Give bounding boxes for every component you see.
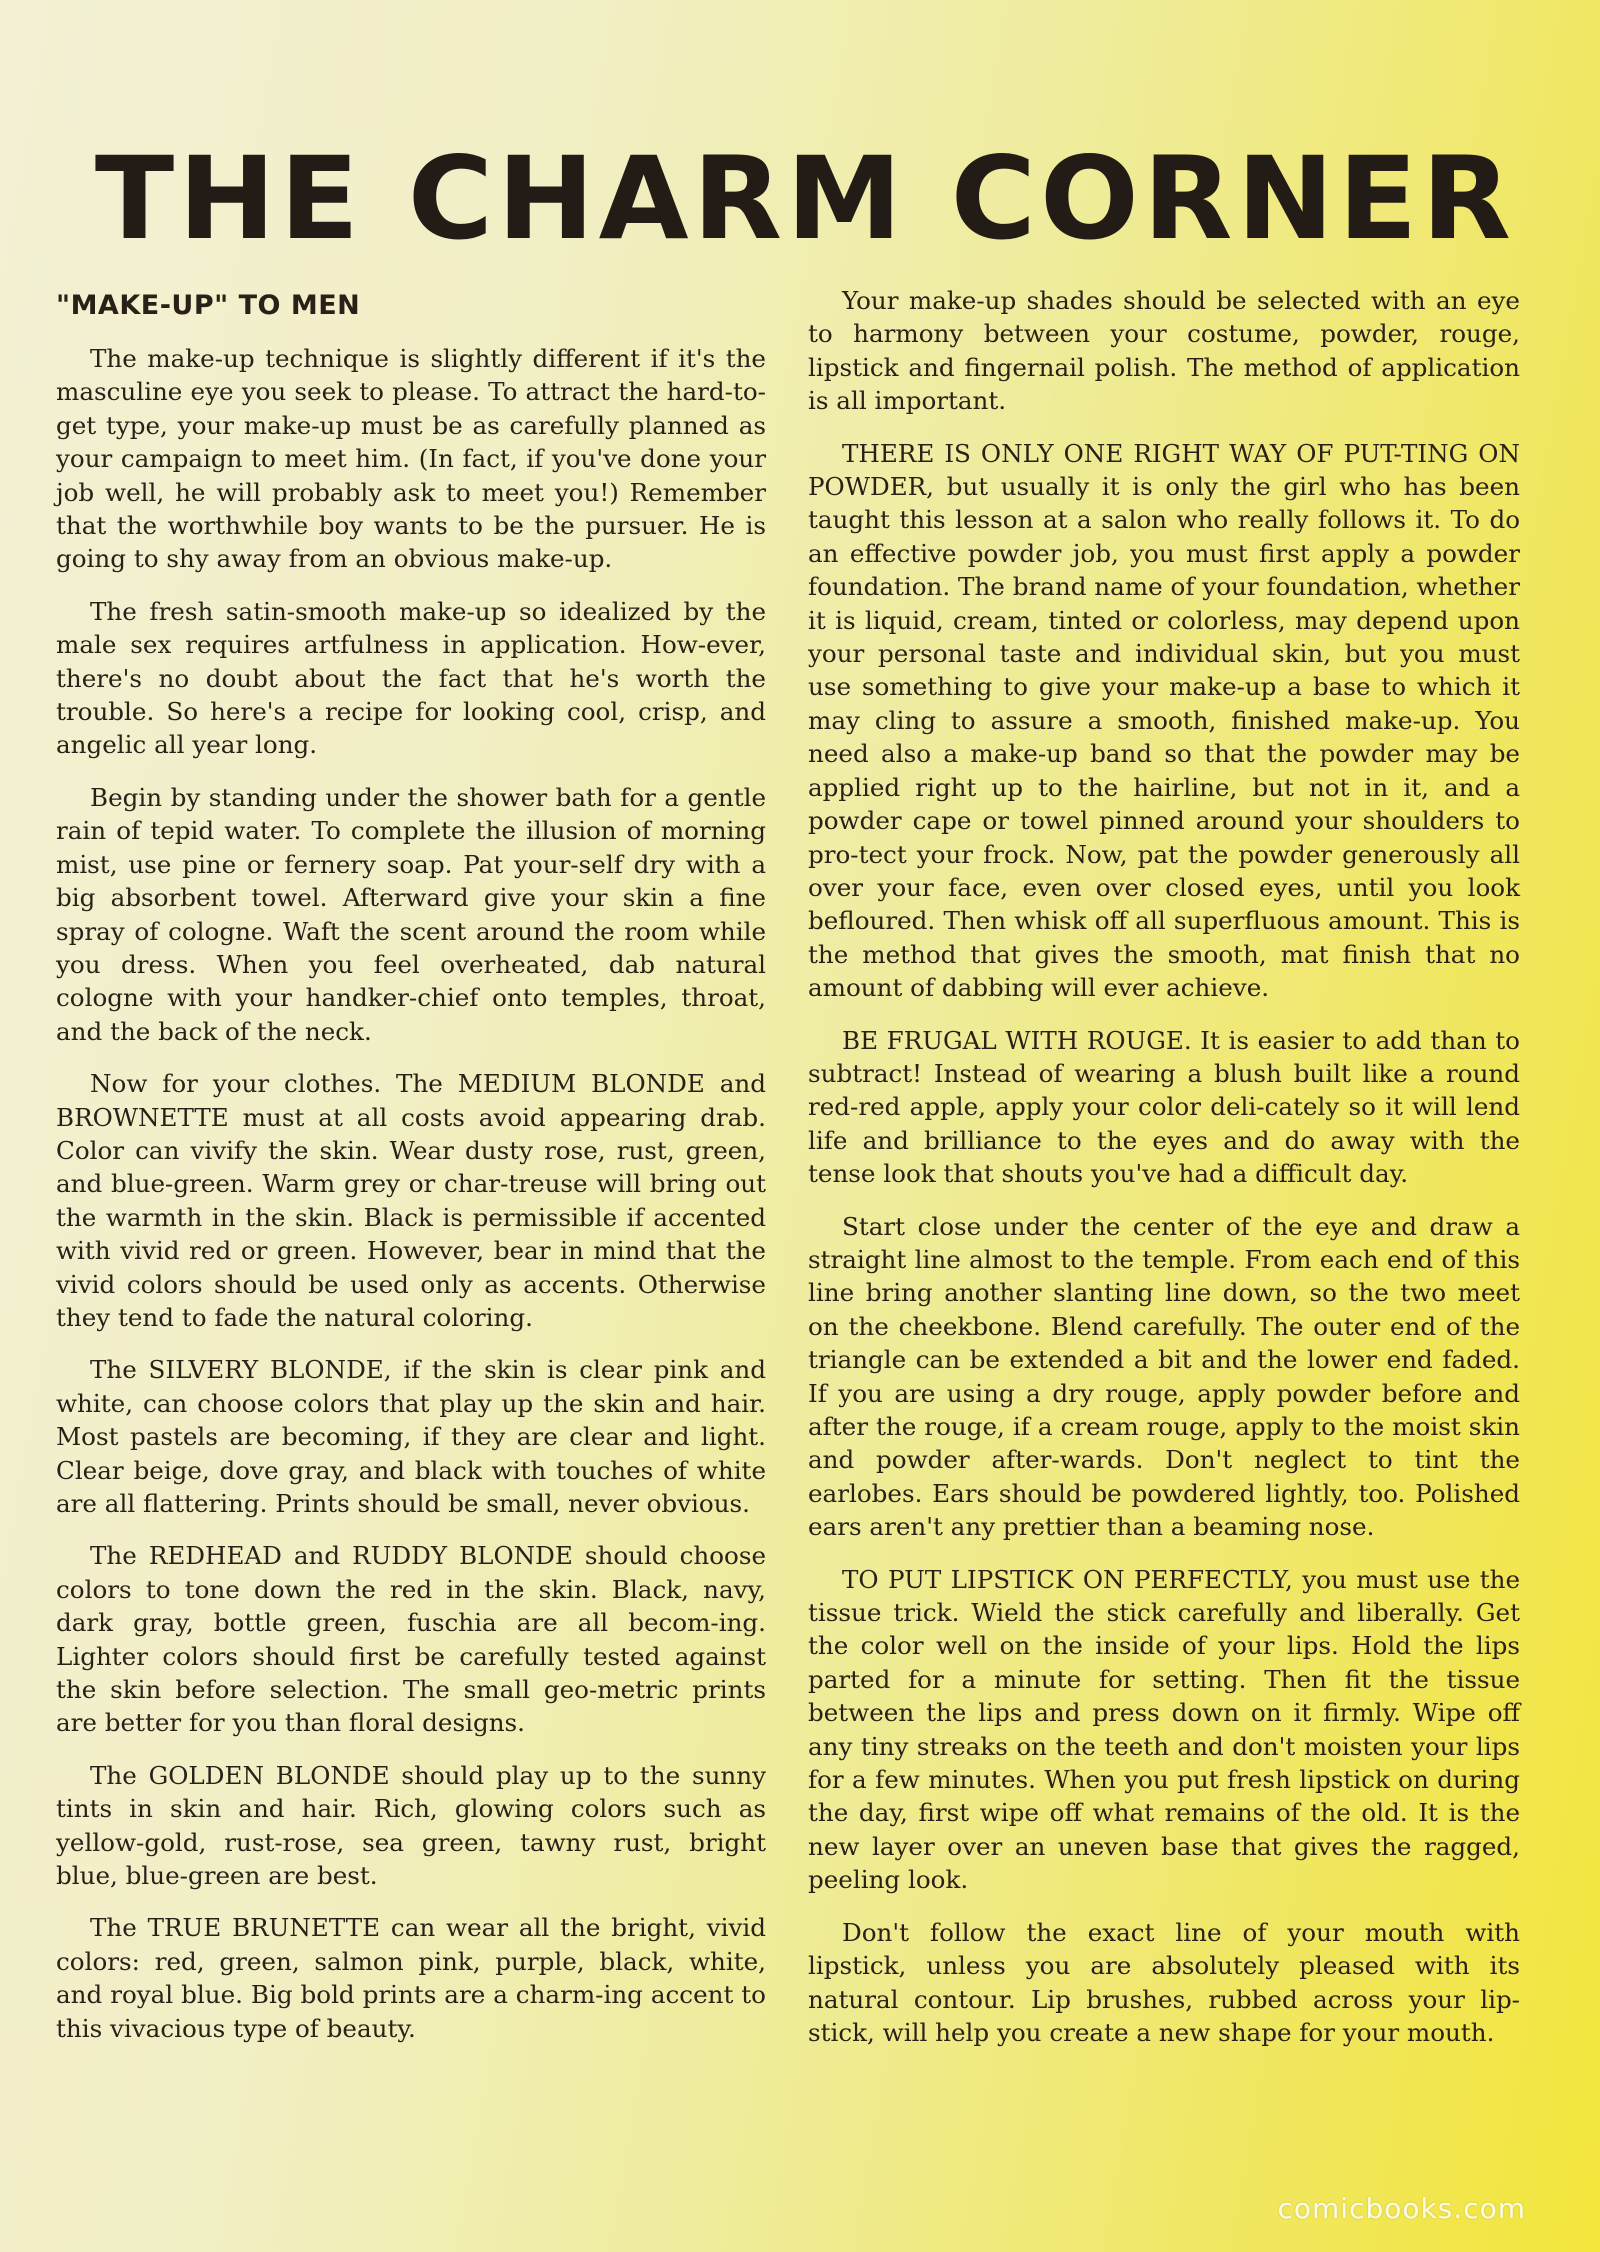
article-paragraph: BE FRUGAL WITH ROUGE. It is easier to add than to subtract! Instead of wearing a blush built like a round red-red apple, apply your color deli-cately so it will lend life and brilliance to the eyes and do away with the tense look that shouts you've had a difficult day. (808, 1025, 1520, 1189)
article-paragraph: TO PUT LIPSTICK ON PERFECTLY, you must use the tissue trick. Wield the stick carefully and liberally. Get the color well on the inside of your lips. Hold the lips parted for a minute for setting. Then fit the tissue between the lips and press down on it firmly. Wipe off any tiny streaks on the teeth and don't moisten your lips for a few minutes. When you put fresh lipstick on during the day, first wipe off what remains of the old. It is the new layer over an uneven base that gives the ragged, peeling look. (808, 1564, 1520, 1895)
article-paragraph: The GOLDEN BLONDE should play up to the sunny tints in skin and hair. Rich, glowing colors such as yellow-gold, rust-rose, sea green, tawny rust, bright blue, blue-green are best. (56, 1760, 766, 1891)
article-paragraph: Your make-up shades should be selected with an eye to harmony between your costume, powder, rouge, lipstick and fingernail polish. The method of application is all important. (808, 286, 1520, 416)
article-paragraph: The SILVERY BLONDE, if the skin is clear pink and white, can choose colors that play up the skin and hair. Most pastels are becoming, if they are clear and light. Clear beige, dove gray, and black with touches of white are all flattering. Prints should be small, never obvious. (56, 1355, 766, 1518)
article-paragraph: The REDHEAD and RUDDY BLONDE should choose colors to tone down the red in the skin. Black, navy, dark gray, bottle green, fuschia are all becom-ing. Lighter colors should first be carefully tested against the skin before selection. The small geo-metric prints are better for you than floral designs. (56, 1541, 766, 1738)
article-paragraph: Start close under the center of the eye and draw a straight line almost to the temple. From each end of this line bring another slanting line down, so the two meet on the cheekbone. Blend carefully. The outer end of the triangle can be extended a bit and the lower end faded. If you are using a dry rouge, apply powder before and after the rouge, if a cream rouge, apply to the moist skin and powder after-wards. Don't neglect to tint the earlobes. Ears should be powdered lightly, too. Polished ears aren't any prettier than a beaming nose. (808, 1211, 1520, 1542)
watermark-text: comicbooks.com (1277, 2192, 1526, 2225)
page-title: THE CHARM CORNER (94, 132, 1516, 266)
article-paragraph: Don't follow the exact line of your mouth with lipstick, unless you are absolutely pleased with its natural contour. Lip brushes, rubbed across your lip-stick, will help you create a new shape for your mouth. (808, 1917, 1520, 2047)
article-paragraph: Now for your clothes. The MEDIUM BLONDE and BROWNETTE must at all costs avoid appearing drab. Color can vivify the skin. Wear dusty rose, rust, green, and blue-green. Warm grey or char-treuse will bring out the warmth in the skin. Black is permissible if accented with vivid red or green. However, bear in mind that the vivid colors should be used only as accents. Otherwise they tend to fade the natural coloring. (56, 1069, 766, 1332)
article-paragraph: The TRUE BRUNETTE can wear all the bright, vivid colors: red, green, salmon pink, purple, black, white, and royal blue. Big bold prints are a charm-ing accent to this vivacious type of beauty. (56, 1913, 766, 2043)
section-heading: "MAKE-UP" TO MEN (56, 290, 361, 321)
article-paragraph: The fresh satin-smooth make-up so idealized by the male sex requires artfulness in application. How-ever, there's no doubt about the fact that he's worth the trouble. So here's a recipe for looking cool, crisp, and angelic all year long. (56, 596, 766, 760)
right-column (808, 284, 1520, 2068)
article-paragraph: Begin by standing under the shower bath for a gentle rain of tepid water. To complete the illusion of morning mist, use pine or fernery soap. Pat your-self dry with a big absorbent towel. Afterward give your skin a fine spray of cologne. Waft the scent around the room while you dress. When you feel overheated, dab natural cologne with your handker-chief onto temples, throat, and the back of the neck. (56, 782, 766, 1046)
article-paragraph: The make-up technique is slightly different if it's the masculine eye you seek to please. To attract the hard-to-get type, your make-up must be as carefully planned as your campaign to meet him. (In fact, if you've done your job well, he will probably ask to meet you!) Remember that the worthwhile boy wants to be the pursuer. He is going to shy away from an obvious make-up. (56, 344, 766, 574)
left-column (56, 284, 766, 2064)
article-paragraph: THERE IS ONLY ONE RIGHT WAY OF PUT-TING ON POWDER, but usually it is only the girl who has been taught this lesson at a salon who really follows it. To do an effective powder job, you must first apply a powder foundation. The brand name of your foundation, whether it is liquid, cream, tinted or colorless, may depend upon your personal taste and individual skin, but you must use something to give your make-up a base to which it may cling to assure a smooth, finished make-up. You need also a make-up band so that the powder may be applied right up to the hairline, but not in it, and a powder cape or towel pinned around your shoulders to pro-tect your frock. Now, pat the powder generously all over your face, even over closed eyes, until you look befloured. Then whisk off all superfluous amount. This is the method that gives the smooth, mat finish that no amount of dabbing will ever achieve. (808, 438, 1520, 1003)
